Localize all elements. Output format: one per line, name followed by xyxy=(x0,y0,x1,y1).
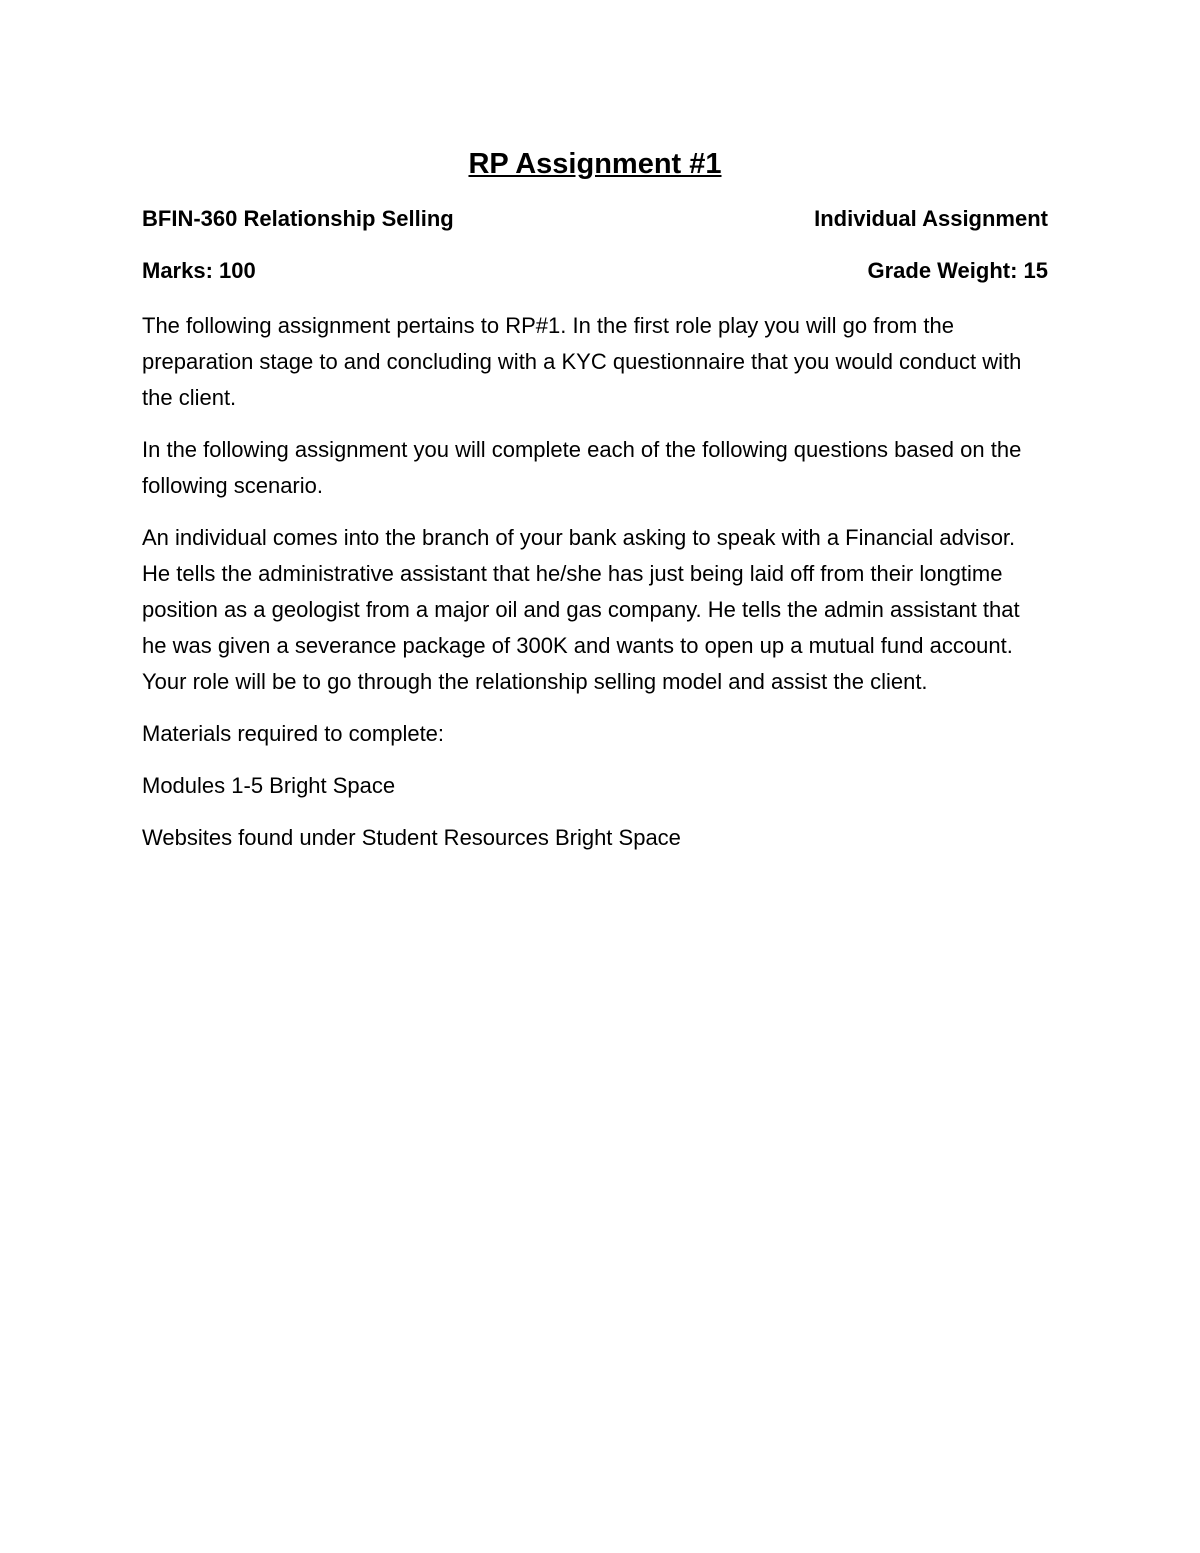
marks-row xyxy=(142,256,1048,286)
document-title: RP Assignment #1 xyxy=(468,148,722,180)
paragraph-intro: The following assignment pertains to RP#1. In the first role play you will go from the preparation stage to and concluding with a KYC questionnaire that you would conduct with the client. xyxy=(142,313,1022,410)
course-row xyxy=(142,204,1048,234)
paragraph-materials-websites: Websites found under Student Resources Bright Space xyxy=(142,825,681,850)
paragraph-materials-modules: Modules 1-5 Bright Space xyxy=(142,773,396,798)
paragraph-scenario: An individual comes into the branch of your bank asking to speak with a Financial advisor. He tells the administrative assistant that he/she has just being laid off from their longtime position as a geologist from a major oil and gas company. He tells the admin assistant that he was given a severance package of 300K and wants to open up a mutual fund account. Your role will be to go through the relationship selling model and assist the client. xyxy=(142,525,1020,694)
grade-weight: Grade Weight: 15 xyxy=(867,258,1048,283)
paragraph-materials-heading: Materials required to complete: xyxy=(142,721,445,746)
marks: Marks: 100 xyxy=(142,258,256,283)
document-content xyxy=(142,146,1048,872)
course-name: BFIN-360 Relationship Selling xyxy=(142,206,454,231)
paragraph-instructions: In the following assignment you will complete each of the following questions based on the following scenario. xyxy=(142,437,1022,498)
assignment-type: Individual Assignment xyxy=(814,206,1048,231)
